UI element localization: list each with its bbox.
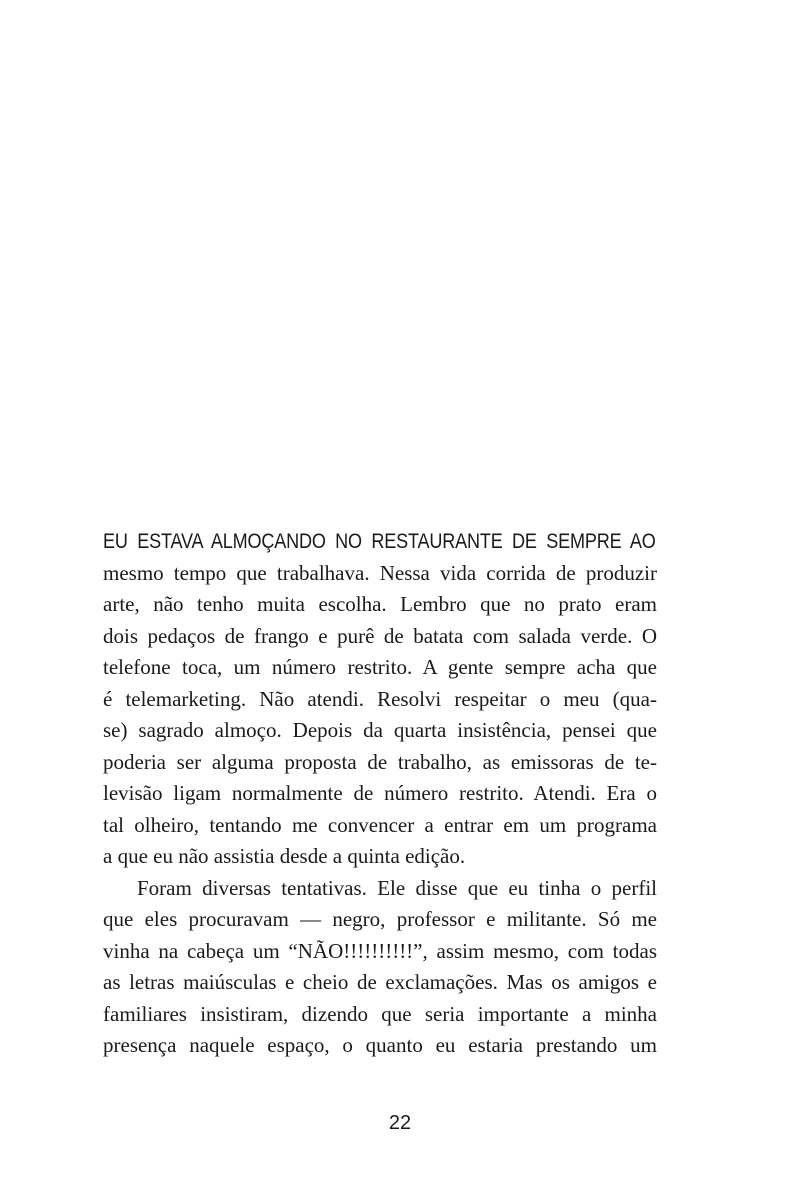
opening-line: EU ESTAVA ALMOÇANDO NO RESTAURANTE DE SEMPRE AO <box>103 530 656 553</box>
text-line: mesmo tempo que trabalhava. Nessa vida corrida de produzir <box>103 560 657 585</box>
page-number: 22 <box>388 1112 412 1134</box>
text-line: familiares insistiram, dizendo que seria importante a minha <box>103 1001 657 1026</box>
text-line: as letras maiúsculas e cheio de exclamações. Mas os amigos e <box>103 970 657 994</box>
paragraph-2 <box>103 873 657 1062</box>
text-line: arte, não tenho muita escolha. Lembro que no prato eram <box>103 592 657 616</box>
text-line: presença naquele espaço, o quanto eu estaria prestando um <box>103 1033 657 1057</box>
paragraph-1 <box>103 526 657 873</box>
text-line: é telemarketing. Não atendi. Resolvi respeitar o meu (qua- <box>103 686 657 711</box>
body-text <box>103 526 657 1062</box>
text-line: telefone toca, um número restrito. A gente sempre acha que <box>103 655 657 679</box>
text-line: que eles procuravam — negro, professor e militante. Só me <box>103 907 657 931</box>
text-line: se) sagrado almoço. Depois da quarta insistência, pensei que <box>103 718 657 742</box>
text-line: vinha na cabeça um “NÃO!!!!!!!!!!”, assim mesmo, com todas <box>103 938 657 963</box>
text-line: a que eu não assistia desde a quinta edição. <box>103 844 466 868</box>
text-line: tal olheiro, tentando me convencer a entrar em um programa <box>103 812 657 837</box>
text-line: dois pedaços de frango e purê de batata com salada verde. O <box>103 623 657 648</box>
text-line: poderia ser alguma proposta de trabalho, as emissoras de te- <box>103 749 657 774</box>
text-line: levisão ligam normalmente de número restrito. Atendi. Era o <box>103 781 657 805</box>
text-line: Foram diversas tentativas. Ele disse que eu tinha o perfil <box>137 875 657 900</box>
